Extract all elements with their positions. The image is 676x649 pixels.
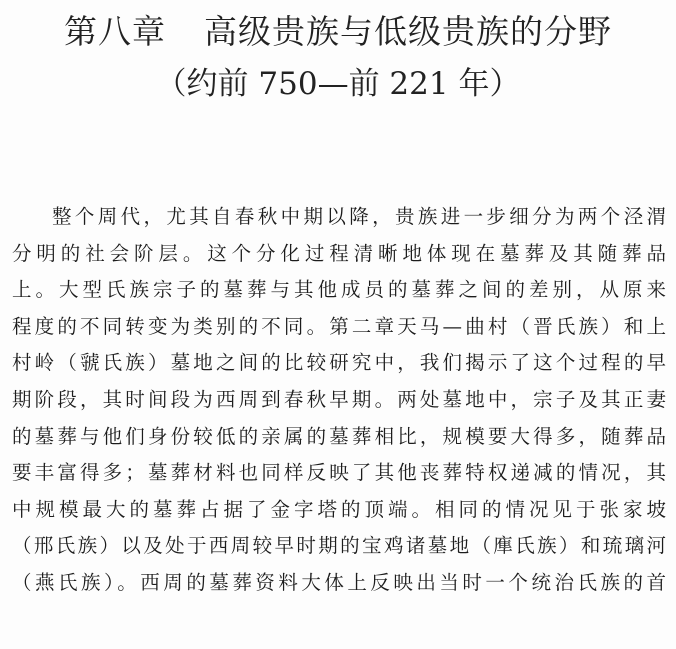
text-line: （燕氏族）。西周的墓葬资料大体上反映出当时一个统治氏族的首 [12, 570, 666, 594]
chapter-title: 高级贵族与低级贵族的分野 [204, 12, 612, 51]
text-line: 中规模最大的墓葬占据了金字塔的顶端。相同的情况见于张家坡 [12, 497, 666, 521]
text-line: （邢氏族）以及处于西周较早时期的宝鸡诸墓地（㢑氏族）和琉璃河 [12, 534, 666, 558]
text-line: 要丰富得多；墓葬材料也同样反映了其他丧葬特权递减的情况，其 [12, 461, 666, 485]
chapter-heading [0, 10, 676, 54]
body-paragraph [12, 199, 666, 602]
text-line: 村岭（虢氏族）墓地之间的比较研究中，我们揭示了这个过程的早 [12, 351, 666, 375]
text-line: 的墓葬与他们身份较低的亲属的墓葬相比，规模要大得多，随葬品 [12, 424, 666, 448]
text-line: 程度的不同转变为类别的不同。第二章天马—曲村（晋氏族）和上 [12, 314, 666, 338]
chapter-date-range: （约前 750—前 221 年） [155, 66, 521, 102]
chapter-number: 第八章 [64, 12, 166, 51]
text-line: 分明的社会阶层。这个分化过程清晰地体现在墓葬及其随葬品 [12, 241, 666, 265]
text-line: 期阶段，其时间段为西周到春秋早期。两处墓地中，宗子及其正妻 [12, 387, 666, 411]
text-line: 整个周代，尤其自春秋中期以降，贵族进一步细分为两个泾渭 [52, 205, 666, 228]
text-line: 上。大型氏族宗子的墓葬与其他成员的墓葬之间的差别，从原来 [12, 278, 666, 302]
